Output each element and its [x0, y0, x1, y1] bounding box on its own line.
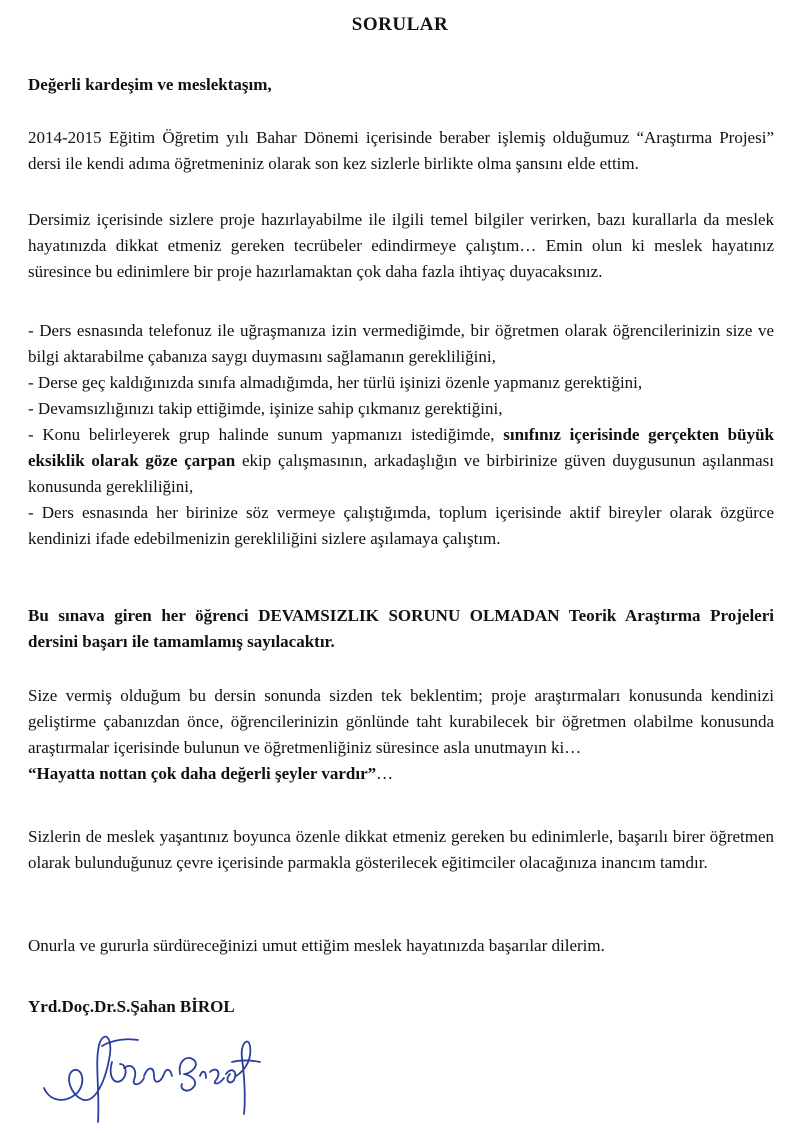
quote-tail: … — [376, 764, 394, 783]
paragraph-intro: 2014-2015 Eğitim Öğretim yılı Bahar Dönemi içerisinde beraber işlemiş olduğumuz “Araştırma Projesi” dersi ile kendi adıma öğretmeniniz olarak son kez sizlerle birlikte olma şansını elde ettim. — [28, 128, 774, 173]
paragraph-course: Dersimiz içerisinde sizlere proje hazırlayabilme ile ilgili temel bilgiler verirken, bazı kurallarla da meslek hayatınızda dikkat etmeniz gereken tecrübeler edindirmeye çalıştım… Emin olun ki meslek hayatınız süresince bu edinimlere bir proje hazırlamaktan çok daha fazla ihtiyaç duyacaksınız. — [28, 210, 774, 281]
list-item — [28, 422, 774, 500]
list-item-emphasis: sınıfınız içerisinde gerçekten büyük eksiklik olarak göze çarpan — [28, 425, 774, 470]
list-item-text: - Konu belirleyerek grup halinde sunum yapmanızı istediğimde, — [28, 425, 504, 444]
greeting: Değerli kardeşim ve meslektaşım, — [28, 75, 272, 94]
list-item: - Ders esnasında her birinize söz vermeye çalıştığımda, toplum içerisinde aktif bireyler olarak özgürce kendinizi ifade edebilmenizin gerekliliğini sizlere aşılamaya çalıştım. — [28, 503, 774, 548]
exam-notice: Bu sınava giren her öğrenci DEVAMSIZLIK SORUNU OLMADAN Teorik Araştırma Projeleri dersini başarı ile tamamlamış sayılacaktır. — [28, 606, 774, 651]
paragraph-text: Size vermiş olduğum bu dersin sonunda sizden tek beklentim; proje araştırmaları konusunda kendinizi geliştirme çabanızdan önce, öğrencilerinizin gönlünde taht kurabilecek bir öğretmen olabilme konusunda araştırmalar içerisinde bulunun ve öğretmenliğiniz süresince asla unutmayın ki… — [28, 686, 774, 757]
list-item: - Devamsızlığınızı takip ettiğimde, işinize sahip çıkmanız gerektiğini, — [28, 399, 503, 418]
page-title: SORULAR — [351, 14, 449, 35]
list-item-text: ekip çalışmasının, arkadaşlığın ve birbirinize güven duygusunun aşılanması konusunda gerekliliğini, — [28, 451, 775, 496]
paragraph-belief: Sizlerin de meslek yaşantınız boyunca özenle dikkat etmeniz gereken bu edinimlerle, başarılı birer öğretmen olarak bulunduğunuz çevre içerisinde parmakla gösterilecek eğitimciler olacağınıza inancım tamdır. — [28, 827, 774, 872]
paragraph-closing: Onurla ve gururla sürdüreceğinizi umut ettiğim meslek hayatınızda başarılar dilerim. — [28, 936, 605, 955]
paragraph-expectation — [28, 683, 774, 787]
lessons-list — [28, 318, 774, 552]
list-item: - Derse geç kaldığınızda sınıfa almadığımda, her türlü işinizi özenle yapmanız gerektiğini, — [28, 373, 643, 392]
signer-name: Yrd.Doç.Dr.S.Şahan BİROL — [28, 997, 235, 1016]
handwritten-signature — [40, 1010, 270, 1125]
quote: “Hayatta nottan çok daha değerli şeyler vardır” — [28, 764, 377, 783]
list-item: - Ders esnasında telefonuz ile uğraşmanıza izin vermediğimde, bir öğretmen olarak öğrencilerinizin size ve bilgi aktarabilme çabanıza saygı duymasını sağlamanın gerekliliğini, — [28, 321, 774, 366]
